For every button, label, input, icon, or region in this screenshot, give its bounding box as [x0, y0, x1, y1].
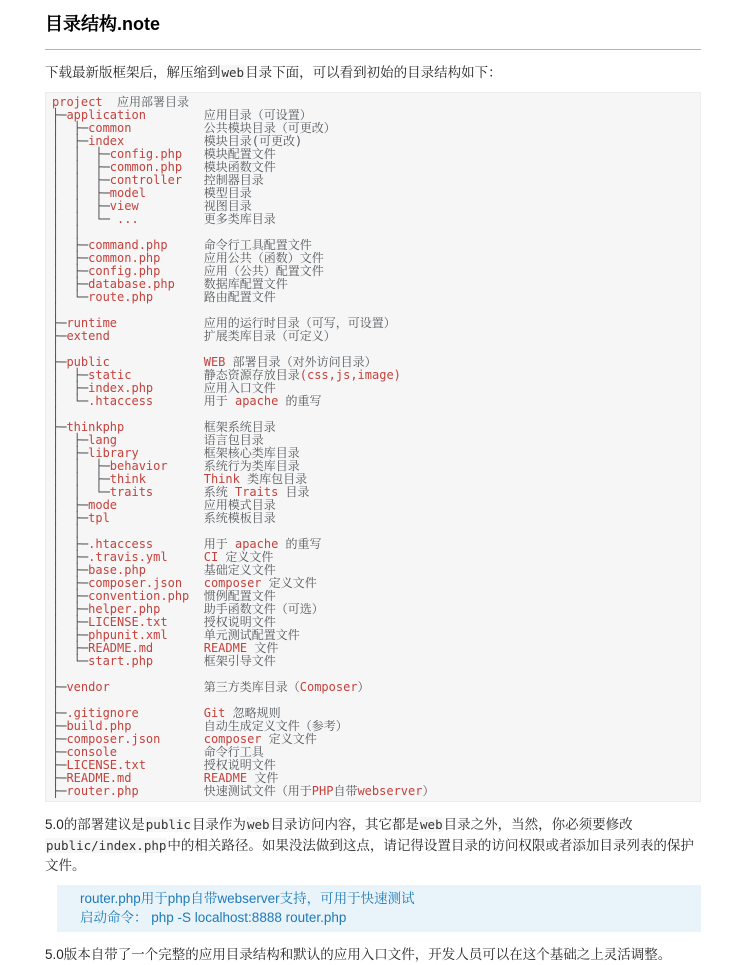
tree-entry-description: 命令行工具配置文件 [203, 238, 312, 253]
tree-branch-glyph: ├─ [52, 355, 67, 370]
tree-entry-name: LICENSE.txt [88, 615, 168, 630]
tree-entry-description: 单元测试配置文件 [203, 628, 300, 643]
tree-entry-name: base.php [88, 563, 146, 578]
tree-entry-name: common [88, 121, 132, 136]
tree-branch-glyph: │ ├─ [52, 277, 89, 292]
tree-desc-code: README [203, 771, 248, 786]
tree-entry-name: console [66, 745, 118, 760]
tree-entry-description: 扩展类库目录（可定义） [203, 329, 336, 344]
tree-entry-name: project [52, 95, 103, 110]
tree-line [52, 512, 694, 525]
tree-entry-description: 的重写 [278, 394, 322, 409]
tree-entry-description: 框架引导文件 [203, 654, 276, 669]
tree-branch-glyph: │ │ [52, 524, 81, 539]
tree-entry-name: convention.php [88, 589, 190, 604]
tree-entry-description: 定义文件 [261, 732, 317, 747]
tree-entry-name: composer.json [66, 732, 161, 747]
tree-entry-name: router.php [66, 784, 139, 799]
inline-code: web [246, 817, 270, 833]
tree-entry-description: 模块配置文件 [203, 147, 276, 162]
tree-entry-name: config.php [88, 264, 161, 279]
tree-entry-name: traits [109, 485, 154, 500]
tree-entry-description: 惯例配置文件 [203, 589, 276, 604]
tree-branch-glyph: ├─ [52, 316, 67, 331]
tree-entry-description: 数据库配置文件 [203, 277, 288, 292]
tree-branch-glyph: │ ├─ [52, 550, 89, 565]
tree-entry-name: view [109, 199, 139, 214]
tree-branch-glyph: │ [52, 693, 60, 708]
tree-branch-glyph: │ ├─ [52, 264, 89, 279]
tree-entry-name: README.md [66, 771, 132, 786]
tree-branch-glyph: ├─ [52, 745, 67, 760]
tree-entry-name: behavior [109, 459, 168, 474]
tree-entry-description: 文件 [247, 771, 279, 786]
tree-branch-glyph: │ ├─ [52, 433, 89, 448]
tree-line [52, 655, 694, 668]
tree-entry-description: 系统 [203, 485, 235, 500]
tree-entry-name: .htaccess [88, 394, 154, 409]
tree-entry-description: 用于 [203, 537, 235, 552]
tree-branch-glyph: │ ├─ [52, 576, 89, 591]
tree-entry-description: 定义文件 [218, 550, 274, 565]
tree-branch-glyph: │ ├─ [52, 368, 89, 383]
tree-branch-glyph: │ ├─ [52, 498, 89, 513]
directory-tree-block [45, 92, 701, 802]
tree-desc-code: apache [234, 537, 279, 552]
tree-branch-glyph: ├─ [52, 771, 67, 786]
tree-desc-code: apache [234, 394, 279, 409]
inline-code: public [145, 817, 191, 833]
tree-branch-glyph: │ ├─ [52, 238, 89, 253]
tree-entry-description: 应用模式目录 [203, 498, 276, 513]
tree-entry-name: composer.json [88, 576, 183, 591]
tree-line [52, 395, 694, 408]
tree-branch-glyph: │ │ └─ [52, 485, 110, 500]
tree-line [52, 681, 694, 694]
tree-entry-name: route.php [88, 290, 154, 305]
tree-line [52, 213, 694, 226]
tree-desc-code: webserver [357, 784, 423, 799]
tree-entry-description: 系统模板目录 [203, 511, 276, 526]
tree-branch-glyph: │ │ [52, 225, 81, 240]
document-header [45, 14, 701, 50]
tree-desc-code: (css,js,image) [299, 368, 401, 383]
note-line-2: 启动命令： php -S localhost:8888 router.php [80, 910, 347, 925]
tree-branch-glyph: │ [52, 407, 60, 422]
tree-branch-glyph: ├─ [52, 108, 67, 123]
text-run: 目录之外，当然，你必须要修改 [443, 817, 633, 833]
tree-line [52, 291, 694, 304]
tree-entry-description: 应用目录（可设置） [203, 108, 312, 123]
tree-entry-description: 语言包目录 [203, 433, 264, 448]
tree-branch-glyph: │ [52, 303, 60, 318]
tree-entry-description: 路由配置文件 [203, 290, 276, 305]
deploy-paragraph [45, 815, 701, 876]
tree-line [52, 785, 694, 798]
intro-paragraph [45, 63, 701, 83]
tree-entry-description: 快速测试文件（用于 [203, 784, 312, 799]
tree-entry-name: command.php [88, 238, 168, 253]
tree-branch-glyph: │ ├─ [52, 628, 89, 643]
tree-branch-glyph: ├─ [52, 784, 67, 799]
tree-desc-code: composer [203, 576, 262, 591]
tree-branch-glyph: ├─ [52, 680, 67, 695]
tree-entry-name: runtime [66, 316, 118, 331]
tree-entry-description: 框架核心类库目录 [203, 446, 300, 461]
tree-entry-description: 静态资源存放目录 [203, 368, 300, 383]
tree-branch-glyph: │ │ ├─ [52, 147, 110, 162]
tree-line [52, 330, 694, 343]
tree-entry-name: .gitignore [66, 706, 139, 721]
tree-desc-code: Think [203, 472, 240, 487]
tree-entry-description: 忽略规则 [225, 706, 281, 721]
tree-branch-glyph: ├─ [52, 329, 67, 344]
tree-entry-name: static [88, 368, 132, 383]
text-run: 目录下面，可以看到初始的目录结构如下： [245, 65, 502, 80]
tree-entry-name: vendor [66, 680, 110, 695]
tree-entry-name: mode [88, 498, 118, 513]
tree-entry-description: 目录 [278, 485, 310, 500]
tree-entry-name: application [66, 108, 146, 123]
tree-branch-glyph: │ └─ [52, 290, 89, 305]
tree-entry-description: 部署目录（对外访问目录） [225, 355, 377, 370]
tree-branch-glyph: │ ├─ [52, 511, 89, 526]
tree-branch-glyph: │ [52, 342, 60, 357]
tree-branch-glyph: │ │ ├─ [52, 472, 110, 487]
tree-entry-name: ... [117, 212, 139, 227]
tree-entry-name: common.php [109, 160, 183, 175]
note-line-1: router.php用于php自带webserver支持，可用于快速测试 [80, 891, 415, 906]
directory-tree [52, 96, 694, 798]
text-run: 目录访问内容，其它都是 [270, 817, 420, 833]
tree-branch-glyph: │ │ ├─ [52, 173, 110, 188]
tree-entry-name: index [88, 134, 125, 149]
tree-desc-code: README [203, 641, 248, 656]
tree-branch-glyph: │ ├─ [52, 589, 89, 604]
version-paragraph: 5.0版本自带了一个完整的应用目录结构和默认的应用入口文件，开发人员可以在这个基础之上灵活调整。 [45, 947, 672, 962]
tree-entry-name: .travis.yml [88, 550, 168, 565]
tree-branch-glyph: │ [52, 667, 60, 682]
tree-entry-name: start.php [88, 654, 154, 669]
tree-entry-description: ） [357, 680, 370, 695]
tree-entry-name: index.php [88, 381, 154, 396]
tree-branch-glyph: ├─ [52, 706, 67, 721]
tree-branch-glyph: │ │ ├─ [52, 199, 110, 214]
tree-desc-code: WEB [203, 355, 226, 370]
inline-code: web [420, 817, 443, 833]
tree-entry-description: 自带 [333, 784, 358, 799]
tree-entry-description: 控制器目录 [203, 173, 264, 188]
tree-entry-name: controller [109, 173, 183, 188]
tree-entry-description: 系统行为类库目录 [203, 459, 300, 474]
tree-branch-glyph: ├─ [52, 719, 67, 734]
tree-entry-name: common.php [88, 251, 161, 266]
tree-entry-name: database.php [88, 277, 175, 292]
tree-branch-glyph: │ ├─ [52, 615, 89, 630]
tree-desc-code: CI [203, 550, 219, 565]
tree-entry-name: extend [66, 329, 110, 344]
tree-branch-glyph: ├─ [52, 732, 67, 747]
tree-entry-description: 模型目录 [203, 186, 252, 201]
tree-entry-name: tpl [88, 511, 110, 526]
tree-entry-name: thinkphp [66, 420, 125, 435]
tree-entry-description: ） [422, 784, 435, 799]
text-run: 下载最新版框架后，解压缩到 [45, 65, 221, 80]
tree-entry-name: helper.php [88, 602, 161, 617]
tree-branch-glyph: │ ├─ [52, 641, 89, 656]
tree-branch-glyph: │ │ ├─ [52, 160, 110, 175]
tree-entry-description: 命令行工具 [203, 745, 264, 760]
tree-entry-description: 第三方类库目录（ [203, 680, 300, 695]
tree-entry-description: 授权说明文件 [203, 758, 276, 773]
tree-desc-code: Composer [299, 680, 358, 695]
tree-branch-glyph: │ └─ [52, 394, 89, 409]
tree-entry-description: 用于 [203, 394, 235, 409]
tree-entry-description: 应用（公共）配置文件 [203, 264, 324, 279]
tree-branch-glyph: │ └─ [52, 654, 89, 669]
tree-entry-description: 文件 [247, 641, 279, 656]
tree-entry-description: 定义文件 [261, 576, 317, 591]
tree-entry-name: think [109, 472, 146, 487]
tree-entry-description: 模块函数文件 [203, 160, 276, 175]
tree-branch-glyph: ├─ [52, 758, 67, 773]
tree-desc-code: composer [203, 732, 262, 747]
tree-entry-name: config.php [109, 147, 183, 162]
tree-entry-description: 模块目录(可更改) [203, 134, 303, 149]
tree-desc-code: PHP [311, 784, 334, 799]
tree-branch-glyph: │ │ ├─ [52, 459, 110, 474]
tree-entry-name: library [88, 446, 139, 461]
tree-branch-glyph: │ ├─ [52, 446, 89, 461]
tree-entry-description: 更多类库目录 [203, 212, 276, 227]
tree-entry-description: 应用的运行时目录（可写，可设置） [203, 316, 396, 331]
text-run: 中的相关路径。如果没法做到这点，请记得设置目录的访问权限或者添加目录列表的保护文件。 [45, 837, 694, 873]
tree-branch-glyph: │ ├─ [52, 602, 89, 617]
tree-branch-glyph: │ │ ├─ [52, 186, 110, 201]
tree-entry-description: 应用公共（函数）文件 [203, 251, 324, 266]
tree-entry-name: build.php [66, 719, 132, 734]
tree-entry-name: README.md [88, 641, 154, 656]
page-title: 目录结构.note [45, 14, 160, 34]
tree-entry-description: 助手函数文件（可选） [203, 602, 324, 617]
tree-entry-description: 的重写 [278, 537, 322, 552]
tree-entry-description: 基础定义文件 [203, 563, 276, 578]
text-run: 5.0的部署建议是 [45, 817, 145, 833]
tree-entry-name: lang [88, 433, 118, 448]
tree-entry-description: 应用部署目录 [117, 95, 190, 110]
tree-branch-glyph: │ ├─ [52, 121, 89, 136]
tree-branch-glyph: │ ├─ [52, 537, 89, 552]
inline-code: public/index.php [46, 837, 167, 853]
tree-entry-description: 应用入口文件 [203, 381, 276, 396]
tree-entry-description: 自动生成定义文件（参考） [203, 719, 348, 734]
tree-branch-glyph: ├─ [52, 420, 67, 435]
tree-entry-description: 授权说明文件 [203, 615, 276, 630]
inline-code: web [221, 65, 245, 80]
tree-entry-description: 框架系统目录 [203, 420, 276, 435]
tree-entry-description: 视图目录 [203, 199, 252, 214]
tree-entry-name: public [66, 355, 110, 370]
tree-entry-description: 公共模块目录（可更改） [203, 121, 336, 136]
note-box [57, 885, 701, 932]
text-run: 目录作为 [191, 817, 246, 833]
tree-entry-description: 类库包目录 [239, 472, 308, 487]
tree-branch-glyph: │ ├─ [52, 251, 89, 266]
tree-entry-name: .htaccess [88, 537, 154, 552]
tree-desc-code: Traits [234, 485, 279, 500]
tree-entry-name: LICENSE.txt [66, 758, 146, 773]
tree-entry-name: model [109, 186, 146, 201]
tree-branch-glyph: │ ├─ [52, 563, 89, 578]
tree-desc-code: Git [203, 706, 226, 721]
tree-branch-glyph: │ ├─ [52, 381, 89, 396]
tree-branch-glyph: │ │ └─ [52, 212, 118, 227]
tree-entry-name: phpunit.xml [88, 628, 168, 643]
tree-branch-glyph: │ ├─ [52, 134, 89, 149]
